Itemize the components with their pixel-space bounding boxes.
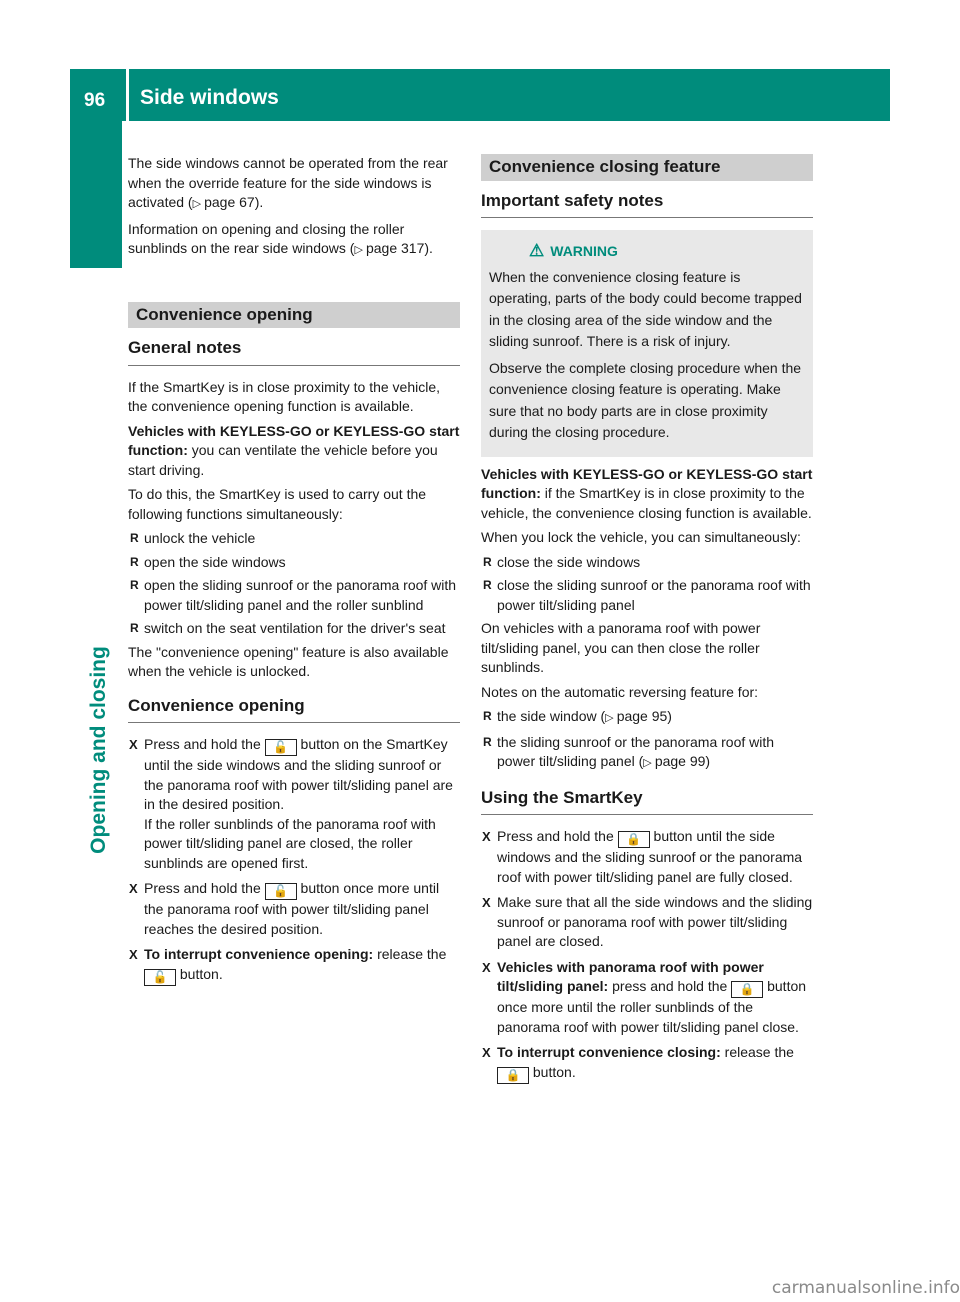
unlock-key-icon: 🔓 [265,739,297,756]
paragraph: The "convenience opening" feature is also available when the vehicle is unlocked. [128,643,449,679]
warning-text: When the convenience closing feature is operating, parts of the body could become trapped in the closing area of the side window and the sliding sunroof. There is a risk of injury. [489,268,802,349]
step-item: X Vehicles with panorama roof with power tilt/sliding panel: press and hold the 🔒 button once more until the roller sunblinds of the panorama roof with power tilt/sliding panel close. [481,958,813,1038]
paragraph: To do this, the SmartKey is used to carry out the following functions simultaneously: [128,486,427,522]
unlock-key-icon: 🔓 [144,969,176,986]
warning-box [481,230,813,457]
list-item: R unlock the vehicle [128,529,460,549]
warning-icon: ⚠ [529,241,545,260]
subheading: Using the SmartKey [481,788,813,816]
section-title: Side windows [140,86,279,109]
list-item: R open the sliding sunroof or the panorama roof with power tilt/sliding panel and the roller sunblind [128,576,460,615]
subheading: General notes [128,338,460,366]
list-item: R close the sliding sunroof or the panorama roof with power tilt/sliding panel [481,576,813,615]
paragraph: Vehicles with KEYLESS-GO or KEYLESS-GO start function: if the SmartKey is in close proximity to the vehicle, the convenience closing function is available. [481,465,813,521]
step-item: X Press and hold the 🔒 button until the side windows and the sliding sunroof or the panorama roof with power tilt/sliding panel are fully closed. [481,827,813,887]
side-tab [70,120,122,268]
lock-key-icon: 🔒 [497,1067,529,1084]
section-heading: Convenience opening [128,302,460,329]
warning-text: Observe the complete closing procedure when the convenience closing feature is operating. Make sure that no body parts are in close proximity during the closing procedure. [489,359,802,440]
list-item: R the side window (▷ page 95) [481,707,813,729]
list-item: R close the side windows [481,553,813,573]
paragraph: Notes on the automatic reversing feature for: [481,683,759,700]
subheading: Important safety notes [481,191,813,219]
lock-key-icon: 🔒 [618,831,650,848]
chapter-label: Opening and closing [87,646,110,854]
intro-paragraph: Information on opening and closing the roller sunblinds on the rear side windows (▷ page 317). [128,220,433,256]
paragraph: When you lock the vehicle, you can simultaneously: [481,529,801,545]
step-item: X Make sure that all the side windows and the sliding sunroof or panorama roof with power tilt/sliding panel are closed. [481,893,813,952]
section-heading: Convenience closing feature [481,154,813,181]
paragraph: If the SmartKey is in close proximity to the vehicle, the convenience opening function is available. [128,378,441,414]
step-item: X Press and hold the 🔓 button once more until the panorama roof with power tilt/sliding panel reaches the desired position. [128,879,460,939]
list-item: R the sliding sunroof or the panorama roof with power tilt/sliding panel (▷ page 99) [481,733,813,774]
lock-key-icon: 🔒 [731,981,763,998]
subheading: Convenience opening [128,696,460,724]
step-item: X To interrupt convenience opening: release the 🔓 button. [128,945,460,986]
list-item: R open the side windows [128,553,460,573]
intro-paragraph: The side windows cannot be operated from the rear when the override feature for the side windows is activated (▷ page 67). [128,155,448,210]
left-column [128,154,460,992]
warning-title: ⚠ WARNING [529,241,618,260]
page-number: 96 [84,90,106,111]
unlock-key-icon: 🔓 [265,883,297,900]
list-item: R switch on the seat ventilation for the driver's seat [128,619,460,639]
paragraph: On vehicles with a panorama roof with power tilt/sliding panel, you can then close the roller sunblinds. [481,620,761,675]
paragraph: Vehicles with KEYLESS-GO or KEYLESS-GO start function: you can ventilate the vehicle before you start driving. [128,422,460,478]
watermark: carmanualsonline.info [771,1278,960,1298]
step-item: X Press and hold the 🔓 button on the SmartKey until the side windows and the sliding sunroof or the panorama roof with power tilt/sliding panel are in the desired position. If the roller sunblinds of the panorama roof with power tilt/sliding panel are closed, the roller sunblinds are opened first. [128,735,460,873]
step-item: X To interrupt convenience closing: release the 🔒 button. [481,1043,813,1084]
header-divider [126,69,129,121]
right-column [481,154,813,1090]
